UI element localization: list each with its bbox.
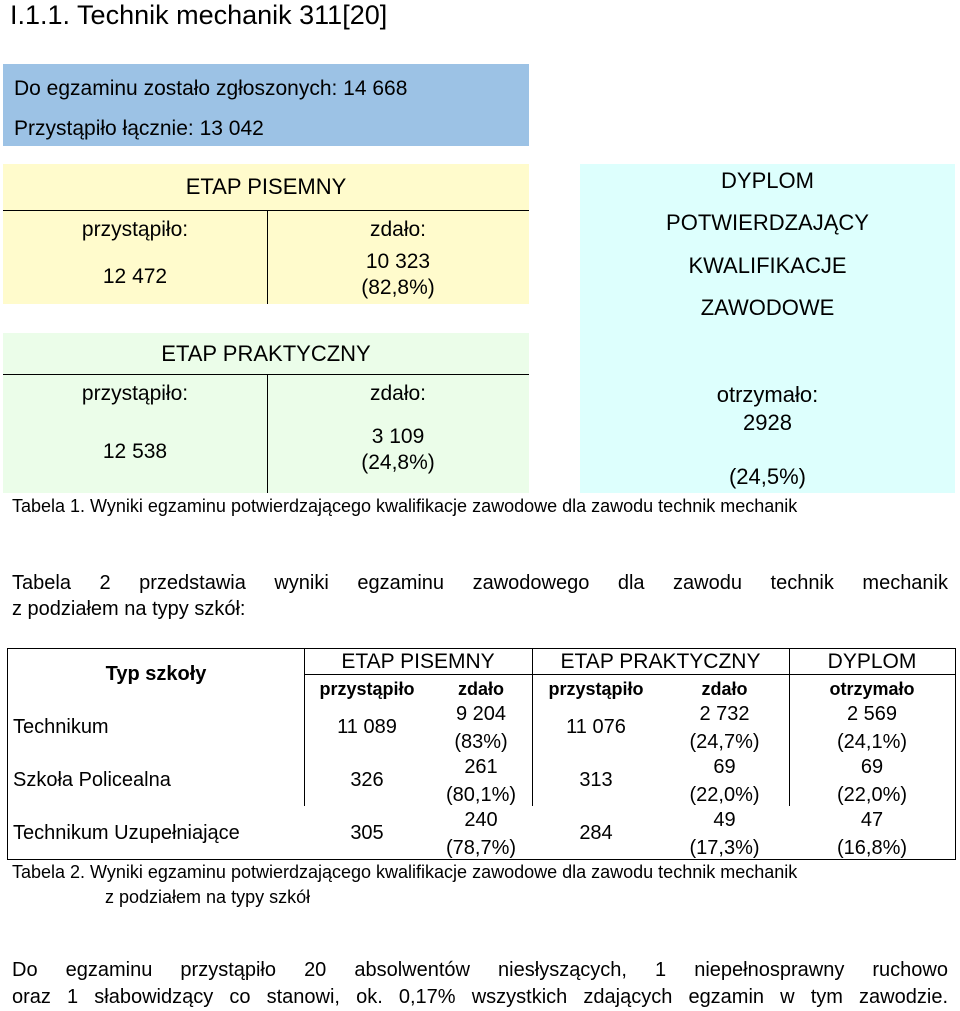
row-written-passed-percent: (83%) <box>454 731 508 753</box>
row-diploma-received: 69 <box>860 756 884 778</box>
written-passed-percent: (82,8%) <box>361 276 435 299</box>
row-practical-passed: 49 <box>713 809 736 831</box>
subheader-practical-passed: zdało <box>701 679 748 699</box>
row-school-type: Technikum <box>13 716 109 738</box>
diploma-box <box>580 164 955 493</box>
registered-count: Do egzaminu zostało zgłoszonych: 14 668 <box>14 77 408 100</box>
diploma-received-value: 2928 <box>743 410 792 435</box>
diploma-received-label: otrzymało: <box>716 382 819 407</box>
page-title: I.1.1. Technik mechanik 311[20] <box>10 0 388 30</box>
diploma-title-line1: DYPLOM <box>721 168 814 193</box>
row-practical-attended: 313 <box>579 769 613 791</box>
intro-paragraph-line2: z podziałem na typy szkół: <box>12 598 246 620</box>
subheader-practical-attended: przystąpiło <box>548 679 644 699</box>
row-written-passed: 240 <box>464 809 498 831</box>
table2-caption-line1: Tabela 2. Wyniki egzaminu potwierdzającego kwalifikacje zawodowe dla zawodu technik mechanik <box>12 862 798 882</box>
row-school-type: Technikum Uzupełniające <box>13 822 240 844</box>
intro-paragraph-line1: Tabela 2 przedstawia wyniki egzaminu zawodowego dla zawodu technik mechanik <box>12 572 948 594</box>
header-diploma: DYPLOM <box>827 650 917 673</box>
diploma-title-line4: ZAWODOWE <box>700 295 835 320</box>
summary-box <box>3 64 529 146</box>
practical-stage-header: ETAP PRAKTYCZNY <box>161 341 371 366</box>
row-practical-passed: 2 732 <box>699 703 750 725</box>
header-written-stage: ETAP PISEMNY <box>341 650 495 673</box>
row-diploma-received: 2 569 <box>846 703 898 725</box>
row-written-passed-percent: (78,7%) <box>445 837 517 859</box>
row-practical-passed: 69 <box>713 756 736 778</box>
subheader-written-attended: przystąpiło <box>319 679 415 699</box>
table1-caption: Tabela 1. Wyniki egzaminu potwierdzającego kwalifikacje zawodowe dla zawodu technik mechanik <box>12 496 798 516</box>
row-written-attended: 326 <box>350 769 384 791</box>
final-paragraph-line1: Do egzaminu przystąpiło 20 absolwentów niesłyszących, 1 niepełnosprawny ruchowo <box>12 959 948 981</box>
practical-passed-label: zdało: <box>369 382 427 405</box>
written-passed-value: 10 323 <box>365 250 431 273</box>
row-practical-passed-percent: (17,3%) <box>689 837 760 859</box>
practical-attended-value: 12 538 <box>102 440 168 463</box>
row-written-attended: 11 089 <box>337 716 397 738</box>
row-diploma-received-percent: (16,8%) <box>836 837 908 859</box>
diploma-title-line3: KWALIFIKACJE <box>688 253 847 278</box>
row-practical-passed-percent: (22,0%) <box>689 784 760 806</box>
row-practical-attended: 284 <box>579 822 613 844</box>
practical-attended-label: przystąpiło: <box>81 382 189 405</box>
written-attended-value: 12 472 <box>102 265 168 288</box>
row-written-passed: 9 204 <box>455 703 507 725</box>
row-diploma-received-percent: (22,0%) <box>836 784 908 806</box>
final-paragraph <box>12 957 948 1011</box>
divider <box>3 374 529 375</box>
divider <box>304 674 955 675</box>
results-by-school-table <box>7 648 956 860</box>
row-written-attended: 305 <box>350 822 384 844</box>
practical-passed-value: 3 109 <box>371 425 425 448</box>
written-stage-box <box>3 164 529 304</box>
row-practical-attended: 11 076 <box>566 716 626 738</box>
subheader-diploma-received: otrzymało <box>829 679 915 699</box>
row-written-passed-percent: (80,1%) <box>445 784 517 806</box>
row-diploma-received: 47 <box>860 809 884 831</box>
header-practical-stage: ETAP PRAKTYCZNY <box>560 650 761 673</box>
attended-total: Przystąpiło łącznie: 13 042 <box>14 117 264 140</box>
table2-caption-line2: z podziałem na typy szkół <box>105 887 311 907</box>
header-school-type: Typ szkoły <box>105 663 207 685</box>
row-practical-passed-percent: (24,7%) <box>689 731 760 753</box>
diploma-received-percent: (24,5%) <box>728 464 807 489</box>
written-passed-label: zdało: <box>369 218 427 241</box>
row-written-passed: 261 <box>464 756 498 778</box>
divider <box>3 210 529 211</box>
row-school-type: Szkoła Policealna <box>13 769 171 791</box>
written-stage-header: ETAP PISEMNY <box>185 174 347 199</box>
diploma-title-line2: POTWIERDZAJĄCY <box>666 210 869 235</box>
final-paragraph-line2: oraz 1 słabowidzący co stanowi, ok. 0,17% wszystkich zdających egzamin w tym zawodzie. <box>12 986 948 1008</box>
subheader-written-passed: zdało <box>457 679 504 699</box>
row-diploma-received-percent: (24,1%) <box>836 731 908 753</box>
practical-stage-box <box>3 333 529 493</box>
written-attended-label: przystąpiło: <box>81 218 189 241</box>
practical-passed-percent: (24,8%) <box>361 451 435 474</box>
